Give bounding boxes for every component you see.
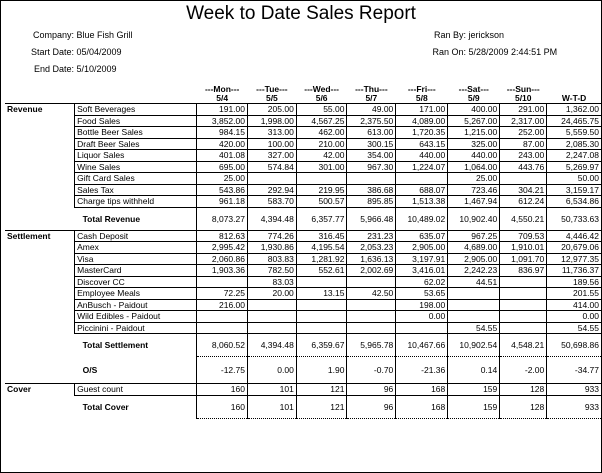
cell-value	[500, 311, 547, 323]
cell-value: 50.00	[547, 173, 602, 185]
os-value: -12.75	[197, 357, 248, 384]
section-label: Cover	[5, 384, 75, 396]
cell-value: 3,197.91	[396, 253, 448, 265]
cell-value: 198.00	[396, 299, 448, 311]
total-value: 168	[396, 395, 448, 418]
cell-value: 1,091.70	[500, 253, 547, 265]
section-label	[5, 276, 75, 288]
cell-value: 1,215.00	[448, 127, 500, 139]
item-col-header	[75, 83, 197, 104]
cell-value: 1,998.00	[247, 115, 296, 127]
row-label: Wine Sales	[75, 161, 197, 173]
cell-value: 316.45	[296, 230, 347, 242]
day-col-header	[296, 83, 347, 104]
cell-value: 4,195.54	[296, 242, 347, 254]
cell-value: 1,224.07	[396, 161, 448, 173]
total-value: 10,902.40	[448, 207, 500, 230]
section-col-header	[5, 83, 75, 104]
cell-value: 774.26	[247, 230, 296, 242]
total-value: 96	[347, 395, 396, 418]
cell-value	[197, 311, 248, 323]
total-value: 8,060.52	[197, 334, 248, 357]
cell-value: 252.00	[500, 127, 547, 139]
total-value: 159	[448, 395, 500, 418]
cell-value: 54.55	[547, 322, 602, 334]
total-value: 160	[197, 395, 248, 418]
day-date: 5/10	[514, 93, 532, 103]
cell-value: 42.00	[296, 150, 347, 162]
cell-value: 967.25	[448, 230, 500, 242]
cell-value: 3,159.17	[547, 184, 602, 196]
day-date: 5/7	[365, 93, 378, 103]
cell-value: 243.00	[500, 150, 547, 162]
os-value: -21.36	[396, 357, 448, 384]
table-row	[5, 288, 602, 300]
cell-value: 1,930.86	[247, 242, 296, 254]
sales-table	[5, 83, 602, 419]
cell-value: 4,689.00	[448, 242, 500, 254]
cell-value: 191.00	[197, 104, 248, 116]
cell-value: 5,559.50	[547, 127, 602, 139]
cell-value	[296, 299, 347, 311]
cell-value	[296, 322, 347, 334]
cell-value: 44.51	[448, 276, 500, 288]
cell-value: 613.00	[347, 127, 396, 139]
table-row	[5, 161, 602, 173]
day-date: 5/9	[467, 93, 480, 103]
cell-value	[500, 276, 547, 288]
cell-value: 984.15	[197, 127, 248, 139]
cell-value: 313.00	[247, 127, 296, 139]
spacer	[5, 357, 75, 384]
row-label: Bottle Beer Sales	[75, 127, 197, 139]
day-name: ---Thu---	[355, 84, 388, 94]
cell-value: 72.25	[197, 288, 248, 300]
cell-value: 2,060.86	[197, 253, 248, 265]
table-row	[5, 184, 602, 196]
cell-value: 325.00	[448, 138, 500, 150]
cell-value: 49.00	[347, 104, 396, 116]
cell-value: 709.53	[500, 230, 547, 242]
table-row	[5, 104, 602, 116]
cell-value: 803.83	[247, 253, 296, 265]
day-date: 5/4	[216, 93, 229, 103]
cell-value: 612.24	[500, 196, 547, 208]
cell-value: 1,513.38	[396, 196, 448, 208]
section-label	[5, 288, 75, 300]
cell-value: 0.00	[396, 311, 448, 323]
cell-value: 24,465.75	[547, 115, 602, 127]
cell-value: 4,567.25	[296, 115, 347, 127]
table-row	[5, 150, 602, 162]
cell-value: 300.15	[347, 138, 396, 150]
table-row	[5, 265, 602, 277]
cell-value: 2,053.23	[347, 242, 396, 254]
total-value: 10,902.54	[448, 334, 500, 357]
spacer	[5, 395, 75, 418]
cell-value: 836.97	[500, 265, 547, 277]
cell-value	[296, 276, 347, 288]
meta-left	[22, 30, 133, 75]
cell-value	[197, 322, 248, 334]
cell-value: 6,534.86	[547, 196, 602, 208]
cell-value: 688.07	[396, 184, 448, 196]
day-name: ---Sun---	[506, 84, 540, 94]
cell-value: 2,317.00	[500, 115, 547, 127]
row-label: Wild Edibles - Paidout	[75, 311, 197, 323]
cell-value	[500, 322, 547, 334]
cell-value: 440.00	[448, 150, 500, 162]
cell-value: 301.00	[296, 161, 347, 173]
cell-value: 87.00	[500, 138, 547, 150]
start-date-value: 05/04/2009	[76, 47, 122, 57]
section-label	[5, 242, 75, 254]
cell-value: 500.57	[296, 196, 347, 208]
row-label: MasterCard	[75, 265, 197, 277]
cell-value	[347, 173, 396, 185]
cell-value: 543.86	[197, 184, 248, 196]
row-label: Soft Beverages	[75, 104, 197, 116]
cell-value: 3,416.01	[396, 265, 448, 277]
total-value: 10,467.66	[396, 334, 448, 357]
total-value: 8,073.27	[197, 207, 248, 230]
cell-value: 552.61	[296, 265, 347, 277]
cell-value: 462.00	[296, 127, 347, 139]
cell-value: 1,720.35	[396, 127, 448, 139]
cell-value: 574.84	[247, 161, 296, 173]
cell-value: 20.00	[247, 288, 296, 300]
cell-value: 354.00	[347, 150, 396, 162]
total-label: Total Revenue	[82, 213, 141, 224]
os-row	[5, 357, 602, 384]
day-date: 5/8	[415, 93, 428, 103]
cell-value: 205.00	[247, 104, 296, 116]
ran-by-label: Ran By:	[433, 30, 466, 40]
day-col-header	[448, 83, 500, 104]
cell-value: 782.50	[247, 265, 296, 277]
table-row	[5, 138, 602, 150]
cell-value: 2,905.00	[448, 253, 500, 265]
cell-value	[448, 299, 500, 311]
cell-value: 386.68	[347, 184, 396, 196]
company-label: Company:	[32, 30, 74, 40]
total-value: 50,733.63	[547, 207, 602, 230]
cell-value: 291.00	[500, 104, 547, 116]
row-label: Visa	[75, 253, 197, 265]
cell-value	[448, 288, 500, 300]
cell-value: 54.55	[448, 322, 500, 334]
cell-value: 210.00	[296, 138, 347, 150]
cell-value	[500, 173, 547, 185]
cell-value	[347, 322, 396, 334]
row-label: Sales Tax	[75, 184, 197, 196]
total-label: Total Cover	[82, 401, 129, 412]
cell-value: 11,736.37	[547, 265, 602, 277]
cell-value: 440.00	[396, 150, 448, 162]
section-label	[5, 311, 75, 323]
os-value: -34.77	[547, 357, 602, 384]
table-row	[5, 253, 602, 265]
cell-value	[247, 322, 296, 334]
cell-value: 171.00	[396, 104, 448, 116]
table-row	[5, 384, 602, 396]
day-date: W-T-D	[561, 93, 587, 103]
cell-value: 1,636.13	[347, 253, 396, 265]
day-col-header	[197, 83, 248, 104]
total-value: 128	[500, 395, 547, 418]
cell-value	[500, 299, 547, 311]
start-date-label: Start Date:	[30, 47, 74, 57]
table-row	[5, 127, 602, 139]
cell-value: 1,064.00	[448, 161, 500, 173]
cell-value: 583.70	[247, 196, 296, 208]
total-value: 933	[547, 395, 602, 418]
cell-value	[347, 276, 396, 288]
total-value: 4,394.48	[247, 207, 296, 230]
day-col-header	[500, 83, 547, 104]
cell-value: 3,852.00	[197, 115, 248, 127]
cell-value: 219.95	[296, 184, 347, 196]
cell-value: 2,242.23	[448, 265, 500, 277]
cell-value: 55.00	[296, 104, 347, 116]
section-label	[5, 138, 75, 150]
os-value: 0.14	[448, 357, 500, 384]
day-name: ---Fri---	[407, 84, 436, 94]
cell-value: 327.00	[247, 150, 296, 162]
ran-on-label: Ran On:	[432, 47, 466, 57]
os-value: -2.00	[500, 357, 547, 384]
row-label: AnBusch - Paidout	[75, 299, 197, 311]
cell-value: 128	[500, 384, 547, 396]
cell-value: 414.00	[547, 299, 602, 311]
cell-value: 12,977.35	[547, 253, 602, 265]
cell-value: 216.00	[197, 299, 248, 311]
cell-value: 4,446.42	[547, 230, 602, 242]
cell-value: 25.00	[197, 173, 248, 185]
total-value: 4,548.21	[500, 334, 547, 357]
spacer	[5, 207, 75, 230]
section-label	[5, 184, 75, 196]
cell-value: 2,085.30	[547, 138, 602, 150]
cell-value: 723.46	[448, 184, 500, 196]
day-date: 5/6	[315, 93, 328, 103]
day-name: ---Sat---	[458, 84, 489, 94]
cell-value: 4,089.00	[396, 115, 448, 127]
cell-value: 83.03	[247, 276, 296, 288]
cell-value: 168	[396, 384, 448, 396]
ran-on-value: 5/28/2009 2:44:51 PM	[468, 47, 558, 57]
day-name: ---Wed---	[304, 84, 340, 94]
cell-value: 292.94	[247, 184, 296, 196]
cell-value: 812.63	[197, 230, 248, 242]
spacer	[5, 334, 75, 357]
section-label	[5, 127, 75, 139]
total-label: Total Settlement	[82, 340, 149, 351]
cell-value: 121	[296, 384, 347, 396]
total-value: 4,394.48	[247, 334, 296, 357]
cell-value: 304.21	[500, 184, 547, 196]
cell-value: 160	[197, 384, 248, 396]
cell-value: 101	[247, 384, 296, 396]
total-row	[5, 207, 602, 230]
cell-value: 401.08	[197, 150, 248, 162]
section-label	[5, 265, 75, 277]
cell-value	[347, 311, 396, 323]
table-row	[5, 196, 602, 208]
day-name: ---Tue---	[256, 84, 288, 94]
day-date: 5/5	[265, 93, 278, 103]
total-value: 101	[247, 395, 296, 418]
cell-value: 933	[547, 384, 602, 396]
cell-value: 159	[448, 384, 500, 396]
ran-by-value: jerickson	[468, 30, 505, 40]
cell-value: 0.00	[547, 311, 602, 323]
os-value: 1.90	[296, 357, 347, 384]
cell-value: 635.07	[396, 230, 448, 242]
cell-value	[396, 322, 448, 334]
cell-value: 961.18	[197, 196, 248, 208]
row-label: Cash Deposit	[75, 230, 197, 242]
cell-value	[296, 173, 347, 185]
cell-value: 1,362.00	[547, 104, 602, 116]
total-value: 121	[296, 395, 347, 418]
cell-value	[396, 173, 448, 185]
row-label: Employee Meals	[75, 288, 197, 300]
cell-value: 96	[347, 384, 396, 396]
section-label	[5, 150, 75, 162]
cell-value: 967.30	[347, 161, 396, 173]
cell-value: 62.02	[396, 276, 448, 288]
cell-value	[197, 276, 248, 288]
cell-value: 2,905.00	[396, 242, 448, 254]
cell-value: 895.85	[347, 196, 396, 208]
cell-value: 13.15	[296, 288, 347, 300]
total-value: 6,357.77	[296, 207, 347, 230]
section-label: Settlement	[5, 230, 75, 242]
cell-value: 400.00	[448, 104, 500, 116]
cell-value	[247, 311, 296, 323]
cell-value: 231.23	[347, 230, 396, 242]
total-value: 5,966.48	[347, 207, 396, 230]
section-label	[5, 196, 75, 208]
day-col-header	[396, 83, 448, 104]
os-label: O/S	[82, 364, 98, 375]
row-label: Food Sales	[75, 115, 197, 127]
total-value: 50,698.86	[547, 334, 602, 357]
day-col-header	[347, 83, 396, 104]
cell-value: 2,002.69	[347, 265, 396, 277]
table-row	[5, 230, 602, 242]
row-label: Amex	[75, 242, 197, 254]
cell-value	[448, 311, 500, 323]
row-label: Gift Card Sales	[75, 173, 197, 185]
cell-value: 643.15	[396, 138, 448, 150]
cell-value	[500, 288, 547, 300]
cell-value: 5,269.97	[547, 161, 602, 173]
os-value: 0.00	[247, 357, 296, 384]
row-label: Liquor Sales	[75, 150, 197, 162]
table-row	[5, 242, 602, 254]
cell-value: 2,375.50	[347, 115, 396, 127]
total-value: 6,359.67	[296, 334, 347, 357]
row-label: Charge tips withheld	[75, 196, 197, 208]
section-label	[5, 322, 75, 334]
cell-value: 100.00	[247, 138, 296, 150]
end-date-label: End Date:	[33, 64, 74, 74]
section-label	[5, 253, 75, 265]
total-value: 5,965.78	[347, 334, 396, 357]
cell-value: 420.00	[197, 138, 248, 150]
row-label: Guest count	[75, 384, 197, 396]
cell-value: 2,995.42	[197, 242, 248, 254]
sales-table-body	[5, 83, 602, 418]
cell-value: 201.55	[547, 288, 602, 300]
total-value: 4,550.21	[500, 207, 547, 230]
table-row	[5, 115, 602, 127]
cell-value: 1,467.94	[448, 196, 500, 208]
cell-value	[247, 299, 296, 311]
cell-value	[347, 299, 396, 311]
table-row	[5, 276, 602, 288]
cell-value: 189.56	[547, 276, 602, 288]
cell-value	[296, 311, 347, 323]
cell-value: 1,281.92	[296, 253, 347, 265]
cell-value: 2,247.08	[547, 150, 602, 162]
section-label: Revenue	[5, 104, 75, 116]
day-col-header	[547, 83, 602, 104]
table-row	[5, 299, 602, 311]
cell-value: 42.50	[347, 288, 396, 300]
row-label: Discover CC	[75, 276, 197, 288]
day-name: ---Mon---	[204, 84, 240, 94]
cell-value	[247, 173, 296, 185]
report-title: Week to Date Sales Report	[186, 3, 416, 24]
row-label: Piccinini - Paidout	[75, 322, 197, 334]
row-label: Draft Beer Sales	[75, 138, 197, 150]
table-row	[5, 311, 602, 323]
cell-value: 25.00	[448, 173, 500, 185]
table-row	[5, 173, 602, 185]
cell-value: 443.76	[500, 161, 547, 173]
table-row	[5, 322, 602, 334]
meta-right	[428, 30, 557, 58]
section-label	[5, 161, 75, 173]
day-col-header	[247, 83, 296, 104]
company-value: Blue Fish Grill	[76, 30, 133, 40]
total-row	[5, 334, 602, 357]
cell-value: 1,910.01	[500, 242, 547, 254]
section-label	[5, 173, 75, 185]
cell-value: 695.00	[197, 161, 248, 173]
cell-value: 53.65	[396, 288, 448, 300]
os-value: -0.70	[347, 357, 396, 384]
cell-value: 20,679.06	[547, 242, 602, 254]
total-value: 10,489.02	[396, 207, 448, 230]
section-label	[5, 299, 75, 311]
end-date-value: 5/10/2009	[76, 64, 117, 74]
section-label	[5, 115, 75, 127]
cell-value: 1,903.36	[197, 265, 248, 277]
cell-value: 5,267.00	[448, 115, 500, 127]
total-row	[5, 395, 602, 418]
